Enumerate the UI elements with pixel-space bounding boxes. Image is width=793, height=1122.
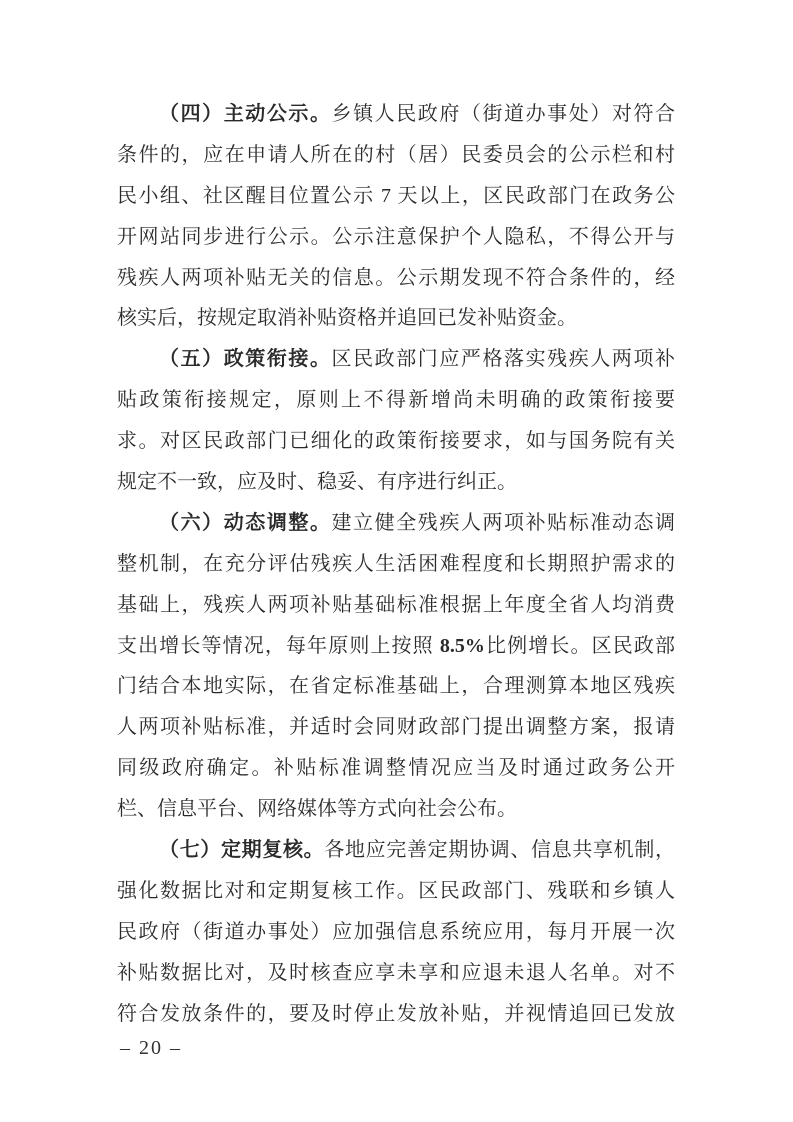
text-line: 基础上，残疾人两项补贴基础标准根据上年度全省人均消费: [117, 593, 675, 616]
text-line: [117, 503, 675, 544]
paragraph-item-seven: [117, 830, 675, 1034]
paragraph-heading: （七）定期复核。: [159, 839, 325, 862]
paragraph-item-four: [117, 94, 675, 339]
text-line: 条件的，应在申请人所在的村（居）民委员会的公示栏和村: [117, 143, 675, 166]
text-line: 门结合本地实际，在省定标准基础上，合理测算本地区残疾: [117, 675, 675, 698]
text-line: 人两项补贴标准，并适时会同财政部门提出调整方案，报请: [117, 716, 675, 739]
text-line: 符合发放条件的，要及时停止发放补贴，并视情追回已发放: [117, 1002, 675, 1025]
text-line: [117, 339, 675, 380]
text-line: 规定不一致，应及时、稳妥、有序进行纠正。: [117, 471, 517, 494]
growth-rate-value: 8.5%: [439, 634, 485, 657]
paragraph-text: 各地应完善定期协调、信息共享机制，: [324, 839, 675, 862]
paragraph-text: 比例增长。区民政部: [484, 634, 675, 657]
document-body: [117, 94, 675, 1034]
paragraph-text: 支出增长等情况，每年原则上按照: [117, 634, 440, 657]
paragraph-item-six: [117, 503, 675, 830]
text-line: 民小组、社区醒目位置公示 7 天以上，区民政部门在政务公: [117, 184, 675, 207]
page-number: – 20 –: [120, 1037, 182, 1059]
text-line: 整机制，在充分评估残疾人生活困难程度和长期照护需求的: [117, 552, 675, 575]
text-line: [117, 94, 675, 135]
paragraph-text: 乡镇人民政府（街道办事处）对符合: [331, 103, 675, 125]
text-line: 贴政策衔接规定，原则上不得新增尚未明确的政策衔接要: [117, 389, 675, 412]
text-line: [117, 830, 675, 871]
text-line: 开网站同步进行公示。公示注意保护个人隐私，不得公开与: [117, 225, 675, 248]
text-line: 民政府（街道办事处）应加强信息系统应用，每月开展一次: [117, 920, 675, 943]
paragraph-item-five: [117, 339, 675, 503]
paragraph-text: 建立健全残疾人两项补贴标准动态调: [331, 511, 675, 534]
paragraph-heading: （六）动态调整。: [159, 511, 332, 534]
text-line: [117, 626, 675, 667]
text-line: 补贴数据比对，及时核查应享未享和应退未退人名单。对不: [117, 961, 675, 984]
text-line: 残疾人两项补贴无关的信息。公示期发现不符合条件的，经: [117, 266, 675, 289]
paragraph-heading: （五）政策衔接。: [159, 348, 332, 371]
text-line: 强化数据比对和定期复核工作。区民政部门、残联和乡镇人: [117, 879, 675, 902]
text-line: 栏、信息平台、网络媒体等方式向社会公布。: [117, 798, 517, 821]
paragraph-text: 区民政部门应严格落实残疾人两项补: [331, 348, 675, 371]
text-line: 同级政府确定。补贴标准调整情况应当及时通过政务公开: [117, 757, 675, 780]
text-line: 求。对区民政部门已细化的政策衔接要求，如与国务院有关: [117, 430, 675, 453]
text-line: 核实后，按规定取消补贴资格并追回已发补贴资金。: [117, 307, 577, 330]
paragraph-heading: （四）主动公示。: [159, 103, 332, 125]
